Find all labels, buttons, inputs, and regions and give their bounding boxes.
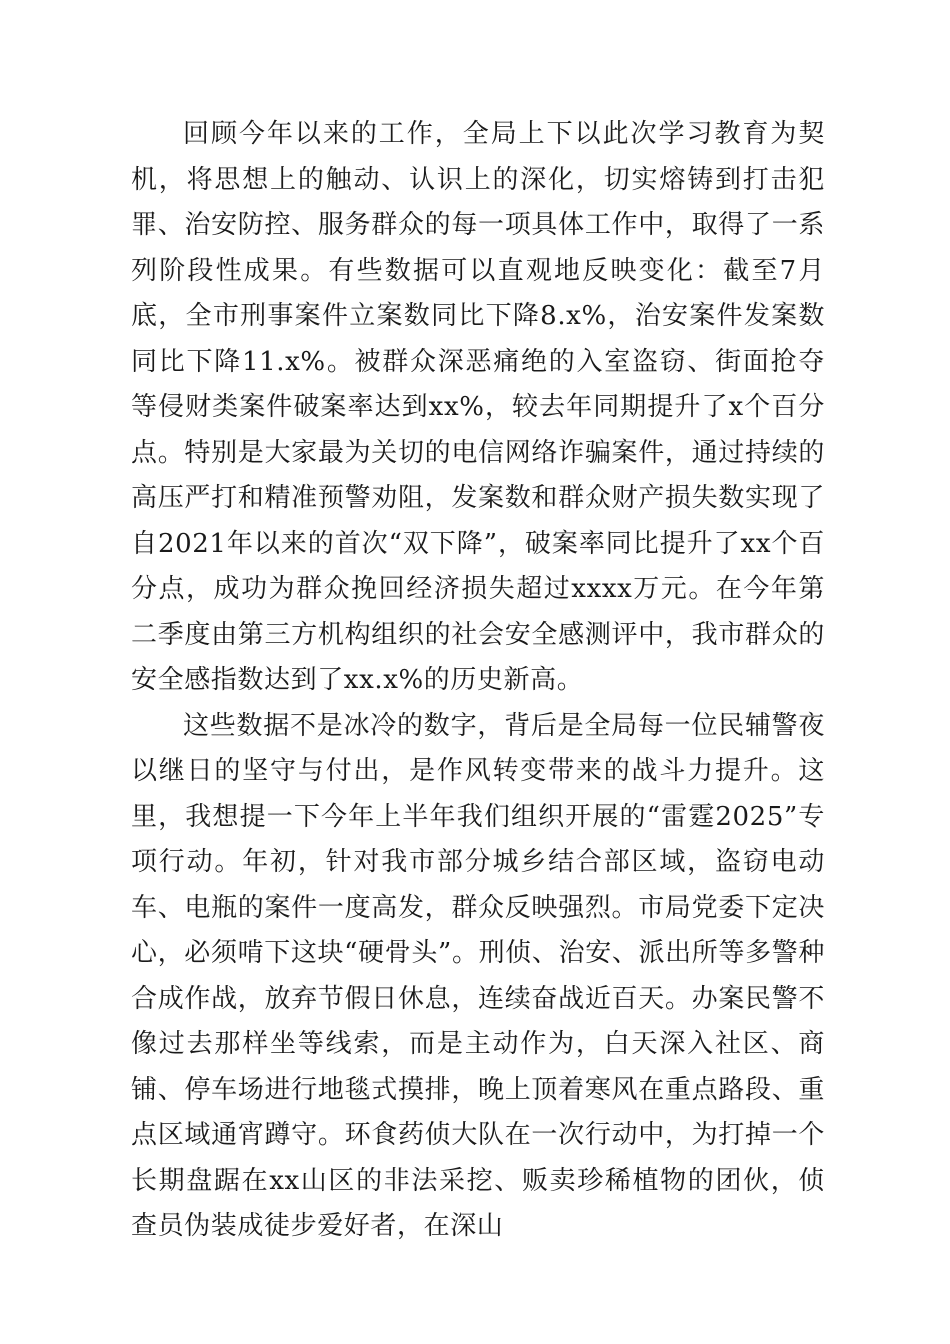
paragraph-thunder-operation: 这些数据不是冰冷的数字，背后是全局每一位民辅警夜以继日的坚守与付出，是作风转变带来的战斗力提升。这里，我想提一下今年上半年我们组织开展的“雷霆2025”专项行动。年初，针对我市部分城乡结合部区域，盗窃电动车、电瓶的案件一度高发，群众反映强烈。市局党委下定决心，必须啃下这块“硬骨头”。刑侦、治安、派出所等多警种合成作战，放弃节假日休息，连续奋战近百天。办案民警不像过去那样坐等线索，而是主动作为，白天深入社区、商铺、停车场进行地毯式摸排，晚上顶着寒风在重点路段、重点区域通宵蹲守。环食药侦大队在一次行动中，为打掉一个长期盘踞在xx山区的非法采挖、贩卖珍稀植物的团伙，侦查员伪装成徒步爱好者，在深山 <box>131 710 825 1241</box>
paragraph-work-review: 回顾今年以来的工作，全局上下以此次学习教育为契机，将思想上的触动、认识上的深化，切实熔铸到打击犯罪、治安防控、服务群众的每一项具体工作中，取得了一系列阶段性成果。有些数据可以直观地反映变化：截至7月底，全市刑事案件立案数同比下降8.x%，治安案件发案数同比下降11.x%。被群众深恶痛绝的入室盗窃、街面抢夺等侵财类案件破案率达到xx%，较去年同期提升了x个百分点。特别是大家最为关切的电信网络诈骗案件，通过持续的高压严打和精准预警劝阻，发案数和群众财产损失数实现了自2021年以来的首次“双下降”，破案率同比提升了xx个百分点，成功为群众挽回经济损失超过xxxx万元。在今年第二季度由第三方机构组织的社会安全感测评中，我市群众的安全感指数达到了xx.x%的历史新高。 <box>131 119 825 695</box>
document-body <box>131 112 825 1250</box>
